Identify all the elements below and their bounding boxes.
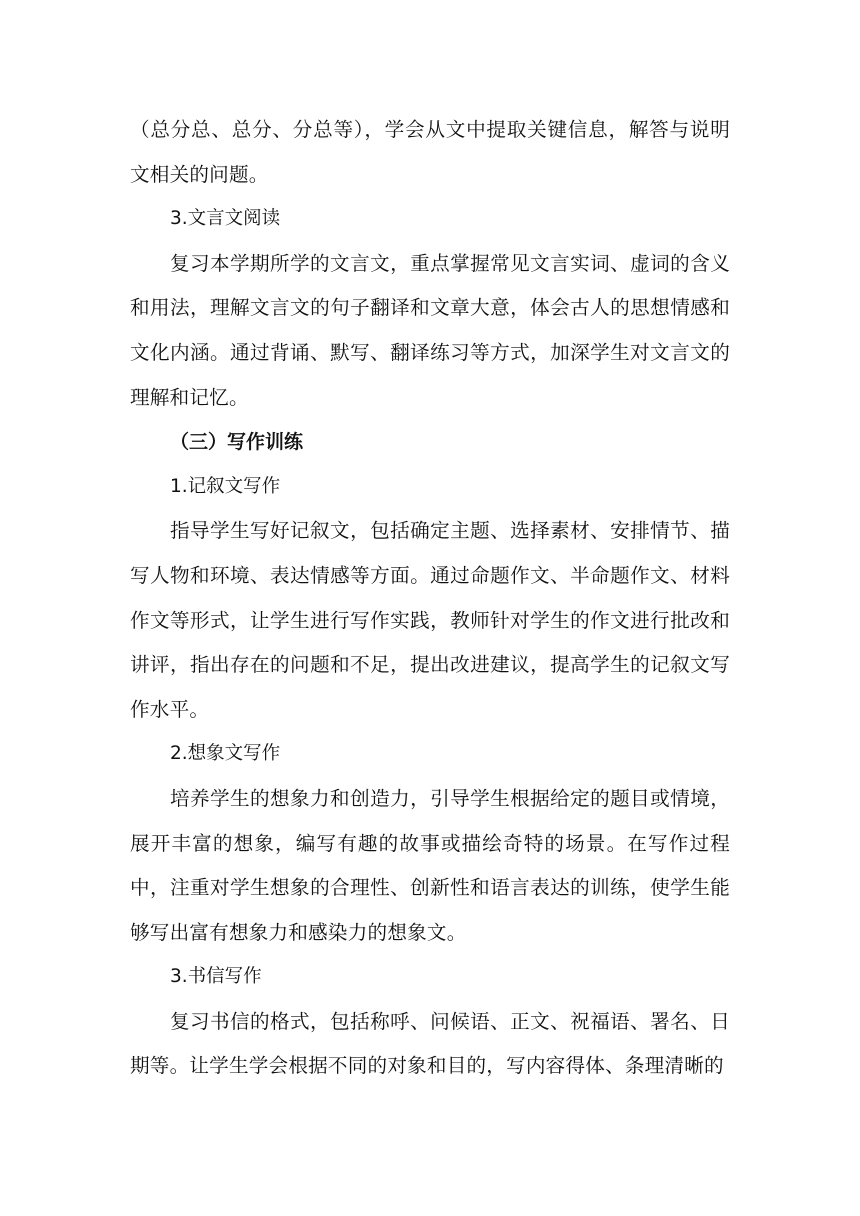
paragraph-reading-continued: （总分总、总分、分总等），学会从文中提取关键信息，解答与说明文相关的问题。 xyxy=(130,118,730,186)
document-body xyxy=(130,108,730,1089)
subheading-classical-reading: 3.文言文阅读 xyxy=(170,208,281,230)
subheading-narrative-writing: 1.记叙文写作 xyxy=(170,475,281,497)
paragraph-letter-writing: 复习书信的格式，包括称呼、问候语、正文、祝福语、署名、日期等。让学生学会根据不同的对象和目的，写内容得体、条理清晰的 xyxy=(130,1009,730,1078)
paragraph-imaginative-writing: 培养学生的想象力和创造力，引导学生根据给定的题目或情境，展开丰富的想象，编写有趣的故事或描绘奇特的场景。在写作过程中，注重对学生想象的合理性、创新性和语言表达的训练，使学生能够写出富有想象力和感染力的想象文。 xyxy=(130,786,730,944)
subheading-letter-writing: 3.书信写作 xyxy=(170,966,262,988)
paragraph-classical-reading: 复习本学期所学的文言文，重点掌握常见文言实词、虚词的含义和用法，理解文言文的句子翻译和文章大意，体会古人的思想情感和文化内涵。通过背诵、默写、翻译练习等方式，加深学生对文言文的理解和记忆。 xyxy=(130,251,730,409)
paragraph-narrative-writing: 指导学生写好记叙文，包括确定主题、选择素材、安排情节、描写人物和环境、表达情感等方面。通过命题作文、半命题作文、材料作文等形式，让学生进行写作实践，教师针对学生的作文进行批改和讲评，指出存在的问题和不足，提出改进建议，提高学生的记叙文写作水平。 xyxy=(130,519,730,721)
subheading-imaginative-writing: 2.想象文写作 xyxy=(170,743,281,765)
section-heading-writing-training: （三）写作训练 xyxy=(170,431,304,454)
